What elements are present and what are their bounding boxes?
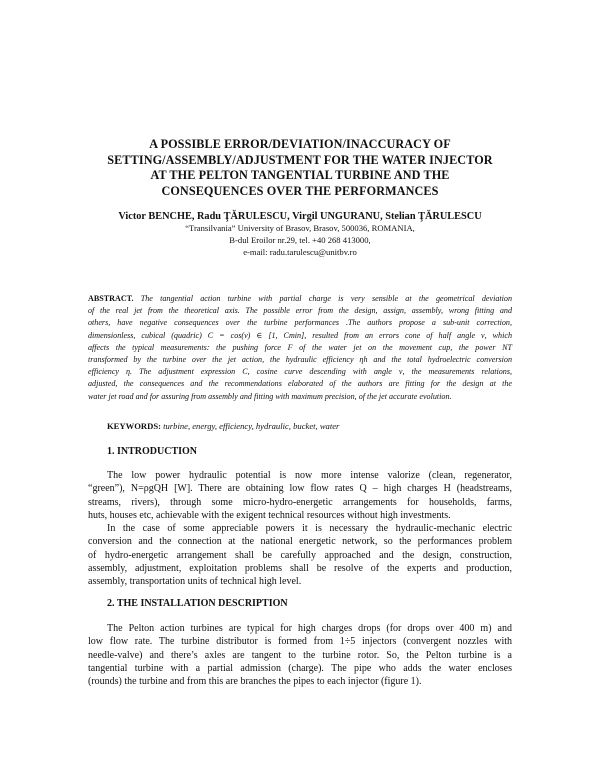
- abstract-line: water jet road and for assuring from assembly and fitting with maximum precision, of the jet accurate evolution.: [88, 391, 452, 401]
- paragraph-line: The low power hydraulic potential is now more intense valorize (clean, regenerator,: [107, 470, 512, 481]
- paragraph-line: The Pelton action turbines are typical for high charges drops (for drops over 400 m) and: [107, 623, 512, 634]
- paragraph-line: “green”), N=ρgQH [W]. There are obtaining low flow rates Q – high charges H (headstreams,: [88, 483, 512, 495]
- affiliation-email: e-mail: radu.tarulescu@unitbv.ro: [243, 247, 357, 257]
- paragraph-line: streams, rivers), through some micro-hydro-energetic arrangements for households, farms,: [88, 496, 512, 508]
- paragraph-line: needle-valve) and there’s axles are tangent to the turbine rotor. So, the Pelton turbine is a: [88, 649, 512, 661]
- paper-title: [60, 137, 540, 199]
- author-list: Victor BENCHE, Radu ŢĂRULESCU, Virgil UNGURANU, Stelian ŢĂRULESCU: [118, 211, 482, 222]
- keywords: [107, 421, 339, 431]
- section-heading: 1. INTRODUCTION: [107, 446, 198, 457]
- paragraph-line: (rounds) the turbine and from this are branches the pipes to each injector (figure 1).: [88, 676, 422, 688]
- paragraph-line: huts, houses etc, achievable with the exigent technical resources without high investments.: [88, 509, 451, 521]
- paragraph-line: assembly, transportation units of technical high level.: [88, 576, 302, 588]
- affiliation-line: B-dul Eroilor nr.29, tel. +40 268 413000,: [229, 235, 371, 245]
- keywords-value: turbine, energy, efficiency, hydraulic, bucket, water: [163, 421, 340, 431]
- title-line: A POSSIBLE ERROR/DEVIATION/INACCURACY OF: [149, 137, 451, 151]
- paragraph-line: of hydro-energetic arrangement shall be carefully approached and the design, construction,: [88, 549, 512, 561]
- section-body: [88, 622, 512, 688]
- abstract-label: ABSTRACT.: [88, 294, 134, 303]
- paragraph-line: assembly, adjustment, exploitation problems shall be resolve of the experts and production,: [88, 563, 512, 575]
- abstract-line: dimensionless, cubical (quadric) C = cos(ν) ∈ [1, Cmin], resulted from an errors cone of half angle ν, which: [88, 330, 512, 340]
- abstract-line: transformed by the turbine over the jet action, the hydraulic efficiency ηh and the total hydroelectric conversion: [88, 355, 512, 365]
- paragraph-line: conversion and the connection at the national energetic network, so the performances problem: [88, 536, 512, 548]
- abstract-line: others, have negative consequences over the turbine performances .The authors propose a sub-unit correction,: [88, 318, 512, 328]
- section-body: [88, 469, 512, 589]
- abstract-line: ABSTRACT. The tangential action turbine with partial charge is very sensible at the geometrical deviation: [88, 294, 512, 303]
- abstract-line: adjusted, the consequences and the recommendations elaborated of the authors are fitting for the design at the: [88, 379, 512, 389]
- paragraph-line: low flow rate. The turbine distributor is formed from 1÷5 injectors (convergent nozzles with: [88, 636, 512, 648]
- paragraph-line: In the case of some appreciable powers it is necessary the hydraulic-mechanic electric: [107, 523, 512, 535]
- abstract-line: efficiency η. The adjustment expression C, cosine curve descending with angle ν, the measurements relations,: [88, 367, 512, 377]
- title-line: CONSEQUENCES OVER THE PERFORMANCES: [161, 183, 439, 198]
- affiliation-line: “Transilvania” University of Brasov, Brasov, 500036, ROMANIA,: [185, 223, 415, 233]
- title-line: SETTING/ASSEMBLY/ADJUSTMENT FOR THE WATER INJECTOR: [107, 152, 493, 167]
- abstract: [88, 293, 512, 403]
- abstract-line: of the real jet from the theoretical axis. The possible error from the design, assign, assembly, wrong fitting and: [88, 306, 512, 316]
- section-heading: 2. THE INSTALLATION DESCRIPTION: [107, 598, 288, 609]
- abstract-line: affects the typical measurements: the pushing force F of the water jet on the movement cup, the power NT: [88, 342, 512, 352]
- title-line: AT THE PELTON TANGENTIAL TURBINE AND THE: [150, 168, 450, 182]
- keywords-label: KEYWORDS:: [107, 421, 161, 431]
- paragraph-line: tangential turbine with a partial admission (charge). The pipe who adds the water encloses: [88, 662, 512, 674]
